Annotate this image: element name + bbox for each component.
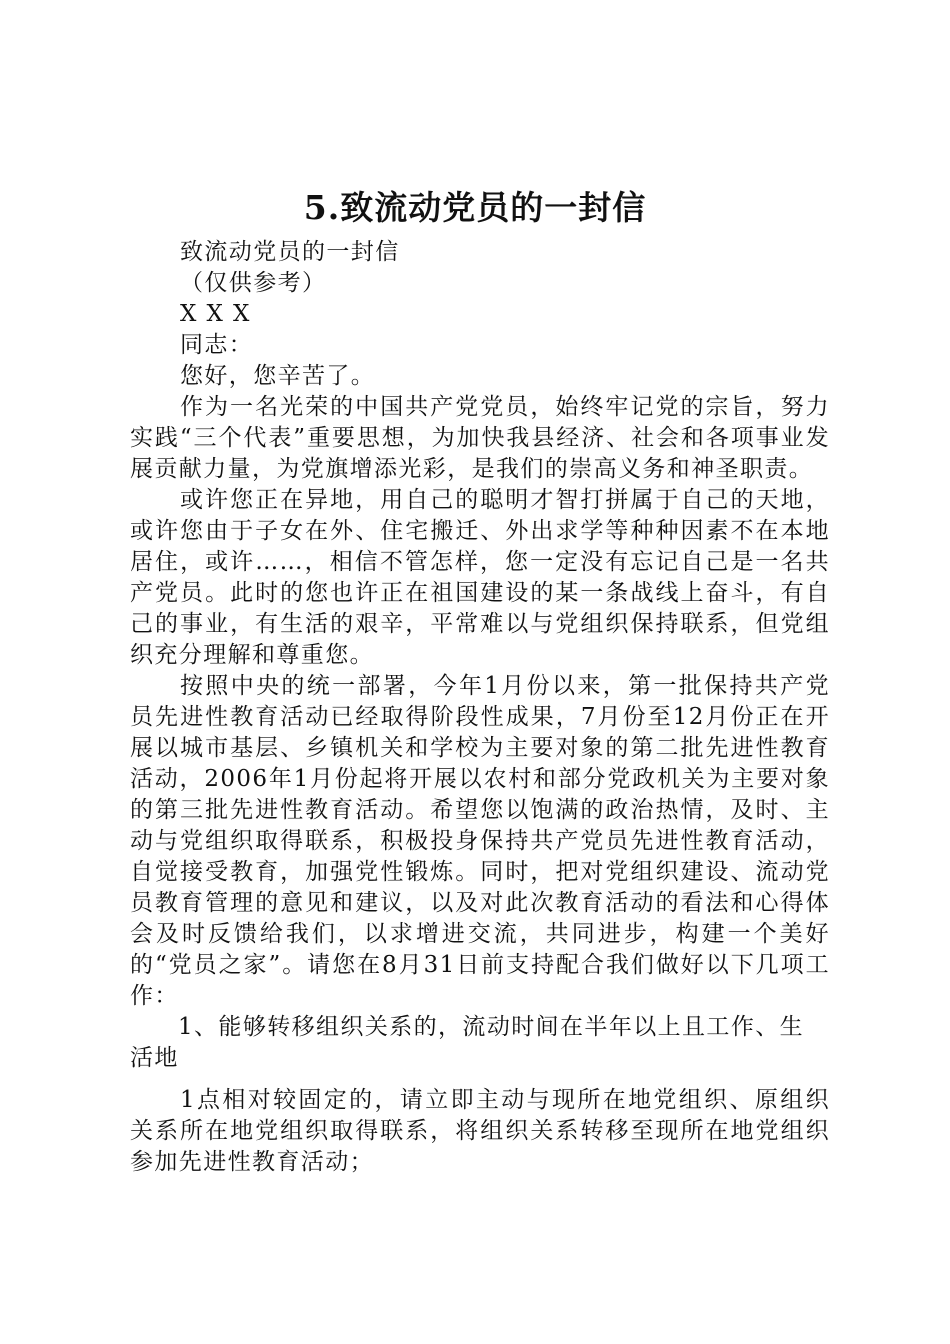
document-body bbox=[130, 237, 830, 1178]
salutation: 同志： bbox=[180, 332, 254, 358]
paragraph-duty: 作为一名光荣的中国共产党党员，始终牢记党的宗旨，努力实践“三个代表”重要思想，为加快我县经济、社会和各项事业发展贡献力量，为党旗增添光彩，是我们的崇高义务和神圣职责。 bbox=[130, 394, 830, 482]
document-title: 5.致流动党员的一封信 bbox=[303, 188, 647, 227]
list-item-1-first-line: 1、能够转移组织关系的，流动时间在半年以上且工作、生 bbox=[178, 1014, 805, 1040]
greeting: 您好，您辛苦了。 bbox=[180, 363, 376, 389]
letter-heading: 致流动党员的一封信 bbox=[180, 239, 400, 265]
paragraph-campaign: 按照中央的统一部署，今年1月份以来，第一批保持共产党员先进性教育活动已经取得阶段性成果，7月份至12月份正在开展以城市基层、乡镇机关和学校为主要对象的第二批先进性教育活动，2006年1月份起将开展以农村和部分党政机关为主要对象的第三批先进性教育活动。希望您以饱满的政治热情，及时、主动与党组织取得联系，积极投身保持共产党员先进性教育活动，自觉接受教育，加强党性锻炼。同时，把对党组织建设、流动党员教育管理的意见和建议，以及对此次教育活动的看法和心得体会及时反馈给我们，以求增进交流，共同进步，构建一个美好的“党员之家”。请您在8月31日前支持配合我们做好以下几项工作： bbox=[130, 673, 830, 1009]
paragraph-transfer: 1点相对较固定的，请立即主动与现所在地党组织、原组织关系所在地党组织取得联系，将组织关系转移至现所在地党组织参加先进性教育活动； bbox=[130, 1087, 830, 1175]
list-item-1-continuation: 活地 bbox=[130, 1045, 179, 1071]
recipient-name: X X X bbox=[180, 301, 251, 327]
list-item-1 bbox=[130, 1012, 830, 1074]
reference-note: （仅供参考） bbox=[180, 270, 327, 296]
paragraph-situation: 或许您正在异地，用自己的聪明才智打拼属于自己的天地，或许您由于子女在外、住宅搬迁、外出求学等种种因素不在本地居住，或许……，相信不管怎样，您一定没有忘记自己是一名共产党员。此时的您也许正在祖国建设的某一条战线上奋斗，有自己的事业，有生活的艰辛，平常难以与党组织保持联系，但党组织充分理解和尊重您。 bbox=[130, 487, 830, 668]
